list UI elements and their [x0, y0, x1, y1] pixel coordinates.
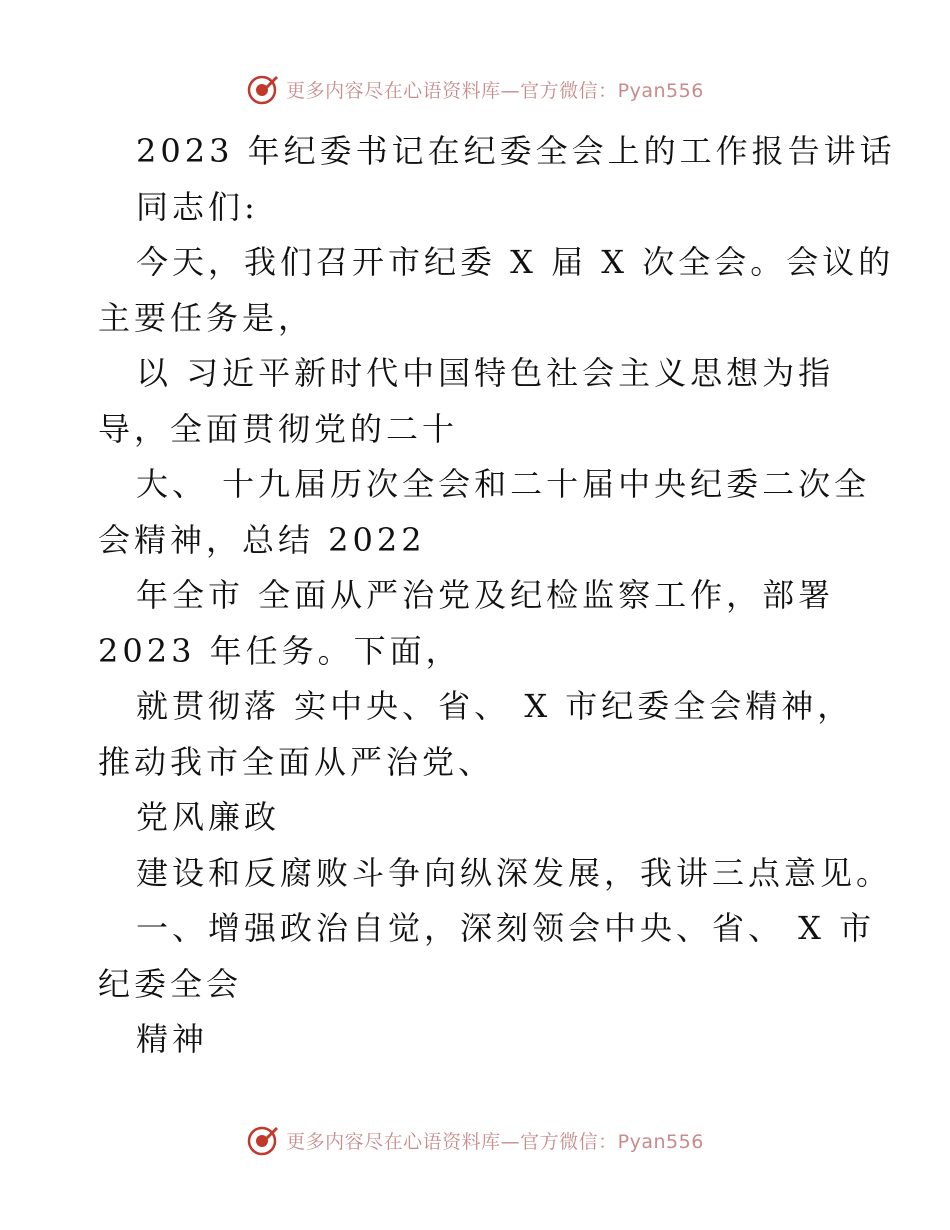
watermark-header: [0, 72, 950, 106]
pen-seal-icon: [246, 72, 280, 106]
text-line: 同志们:: [136, 187, 259, 226]
text-line: 大、 十九届历次全会和二十届中央纪委二次全: [136, 465, 871, 503]
text-line: 一、增强政治自觉，深刻领会中央、省、 X 市: [136, 909, 876, 947]
text-line: 今天，我们召开市纪委 X 届 X 次全会。会议的: [136, 243, 895, 281]
text-line: 会精神，总结 2022: [98, 520, 426, 559]
text-line: 建设和反腐败斗争向纵深发展，我讲三点意见。: [136, 853, 893, 892]
pen-seal-icon: [246, 1123, 280, 1157]
text-line: 主要任务是，: [98, 298, 315, 337]
text-line: 党风廉政: [136, 798, 281, 836]
text-line: 精神: [136, 1020, 209, 1058]
text-line: 2023 年纪委书记在纪委全会上的工作报告讲话: [136, 132, 896, 170]
text-line: 导，全面贯彻党的二十: [98, 409, 459, 448]
text-line: 年全市 全面从严治党及纪检监察工作，部署: [136, 576, 835, 614]
watermark-text: 更多内容尽在心语资料库—官方微信：Pyan556: [286, 1130, 704, 1153]
watermark-footer: [0, 1123, 950, 1157]
document-body: [98, 124, 896, 1068]
text-line: 推动我市全面从严治党、: [98, 742, 495, 781]
text-line: 2023 年任务。下面，: [98, 631, 462, 670]
text-line: 纪委全会: [98, 964, 243, 1003]
watermark-text: 更多内容尽在心语资料库—官方微信：Pyan556: [286, 79, 704, 102]
text-line: 就贯彻落 实中央、省、 X 市纪委全会精神，: [136, 687, 854, 725]
text-line: 以 习近平新时代中国特色社会主义思想为指: [136, 354, 835, 392]
